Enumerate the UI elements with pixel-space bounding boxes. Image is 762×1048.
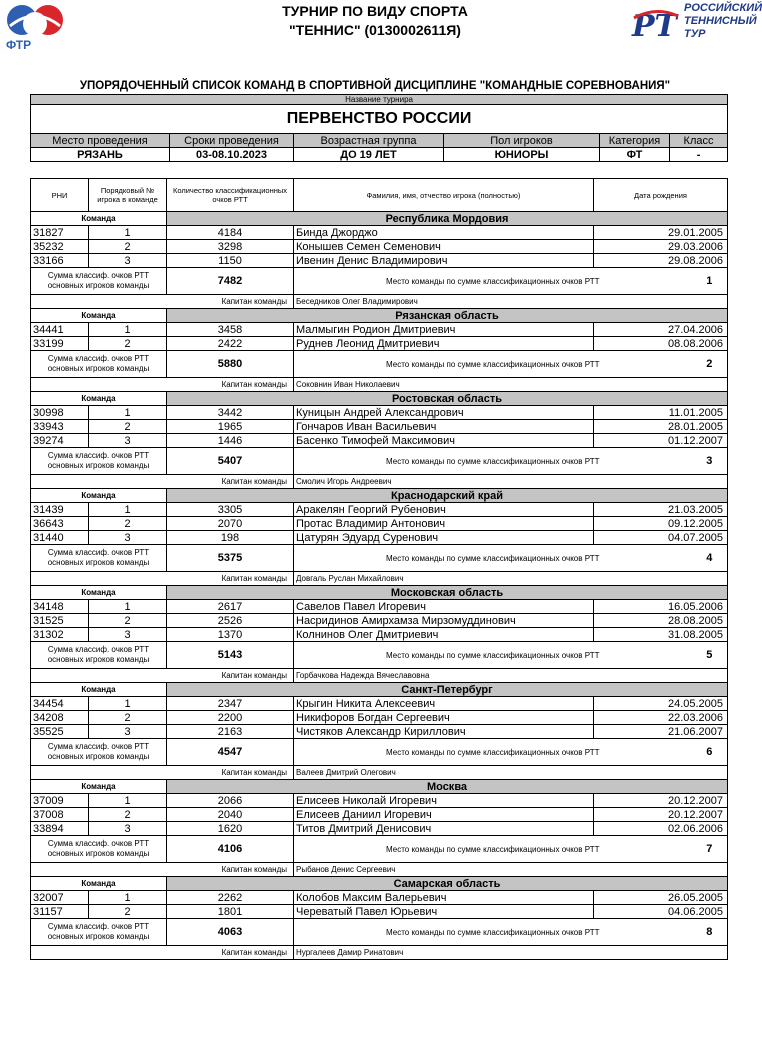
team-place: 4 — [692, 545, 728, 572]
title-line-2: "ТЕННИС" (0130002611Я) — [289, 22, 461, 38]
list-title: УПОРЯДОЧЕННЫЙ СПИСОК КОМАНД В СПОРТИВНОЙ ДИСЦИПЛИНЕ "КОМАНДНЫЕ СОРЕВНОВАНИЯ" — [79, 80, 671, 92]
player-rni: 39274 — [31, 434, 89, 448]
player-number: 2 — [89, 905, 167, 919]
player-number: 1 — [89, 600, 167, 614]
player-birth-date: 28.01.2005 — [594, 420, 728, 434]
sum-label: Сумма классиф. очков РТТ основных игроков команды — [31, 836, 167, 863]
player-name: Насридинов Амирхамза Мирзомуддинович — [294, 614, 594, 628]
player-rni: 35232 — [31, 240, 89, 254]
player-number: 1 — [89, 794, 167, 808]
team-points-sum: 7482 — [167, 268, 294, 295]
captain-name: Горбачкова Надежда Вячеславовна — [294, 669, 728, 683]
captain-label: Капитан команды — [31, 766, 294, 780]
player-points: 4184 — [167, 226, 294, 240]
category-label: Категория — [600, 134, 670, 148]
team-header-row — [31, 683, 728, 697]
team-points-sum: 5880 — [167, 351, 294, 378]
player-row — [31, 420, 728, 434]
player-name: Бинда Джорджо — [294, 226, 594, 240]
player-name: Елисеев Николай Игоревич — [294, 794, 594, 808]
player-row — [31, 628, 728, 642]
team-sum-row — [31, 919, 728, 946]
player-points: 3458 — [167, 323, 294, 337]
player-rni: 31525 — [31, 614, 89, 628]
team-points-sum: 4106 — [167, 836, 294, 863]
player-row — [31, 614, 728, 628]
team-label: Команда — [31, 683, 167, 697]
player-number: 2 — [89, 337, 167, 351]
player-birth-date: 09.12.2005 — [594, 517, 728, 531]
team-sum-row — [31, 448, 728, 475]
team-place: 1 — [692, 268, 728, 295]
col-full-name: Фамилия, имя, отчество игрока (полностью) — [294, 179, 594, 212]
player-rni: 34454 — [31, 697, 89, 711]
player-row — [31, 517, 728, 531]
player-points: 1620 — [167, 822, 294, 836]
player-number: 1 — [89, 697, 167, 711]
player-points: 2526 — [167, 614, 294, 628]
player-number: 3 — [89, 725, 167, 739]
player-row — [31, 240, 728, 254]
captain-label: Капитан команды — [31, 572, 294, 586]
sum-label: Сумма классиф. очков РТТ основных игроков команды — [31, 919, 167, 946]
player-number: 2 — [89, 711, 167, 725]
player-birth-date: 11.01.2005 — [594, 406, 728, 420]
team-points-sum: 5143 — [167, 642, 294, 669]
team-sum-row — [31, 642, 728, 669]
player-rni: 34208 — [31, 711, 89, 725]
player-number: 3 — [89, 254, 167, 268]
player-name: Аракелян Георгий Рубенович — [294, 503, 594, 517]
rtt-text-line-1: РОССИЙСКИЙ — [684, 2, 762, 14]
team-sum-row — [31, 739, 728, 766]
player-name: Малмыгин Родион Дмитриевич — [294, 323, 594, 337]
player-row — [31, 406, 728, 420]
team-header-row — [31, 489, 728, 503]
venue-label: Место проведения — [31, 134, 170, 148]
player-rni: 32007 — [31, 891, 89, 905]
place-label: Место команды по сумме классификационных очков РТТ — [294, 836, 692, 863]
team-name: Республика Мордовия — [167, 212, 728, 226]
col-birth-date: Дата рождения — [594, 179, 728, 212]
player-row — [31, 905, 728, 919]
dates-label: Сроки проведения — [170, 134, 294, 148]
team-place: 5 — [692, 642, 728, 669]
team-captain-row — [31, 863, 728, 877]
player-birth-date: 27.04.2006 — [594, 323, 728, 337]
place-label: Место команды по сумме классификационных очков РТТ — [294, 739, 692, 766]
player-number: 3 — [89, 628, 167, 642]
player-rni: 37009 — [31, 794, 89, 808]
player-rni: 33894 — [31, 822, 89, 836]
player-name: Конышев Семен Семенович — [294, 240, 594, 254]
team-name: Краснодарский край — [167, 489, 728, 503]
player-row — [31, 725, 728, 739]
teams-table — [30, 178, 728, 960]
player-birth-date: 26.05.2005 — [594, 891, 728, 905]
player-points: 2347 — [167, 697, 294, 711]
team-captain-row — [31, 766, 728, 780]
player-points: 2262 — [167, 891, 294, 905]
svg-text:РТ: РТ — [632, 9, 677, 44]
player-birth-date: 04.06.2005 — [594, 905, 728, 919]
player-points: 3298 — [167, 240, 294, 254]
player-number: 2 — [89, 420, 167, 434]
team-captain-row — [31, 572, 728, 586]
class-value: - — [670, 148, 728, 162]
captain-name: Нургалеев Дамир Ринатович — [294, 946, 728, 960]
team-label: Команда — [31, 780, 167, 794]
team-name: Рязанская область — [167, 309, 728, 323]
player-birth-date: 08.08.2006 — [594, 337, 728, 351]
sum-label: Сумма классиф. очков РТТ основных игроков команды — [31, 268, 167, 295]
player-name: Протас Владимир Антонович — [294, 517, 594, 531]
player-rni: 30998 — [31, 406, 89, 420]
team-header-row — [31, 212, 728, 226]
place-label: Место команды по сумме классификационных очков РТТ — [294, 919, 692, 946]
team-captain-row — [31, 475, 728, 489]
team-captain-row — [31, 378, 728, 392]
team-points-sum: 5375 — [167, 545, 294, 572]
player-name: Руднев Леонид Дмитриевич — [294, 337, 594, 351]
player-name: Череватый Павел Юрьевич — [294, 905, 594, 919]
player-rni: 31440 — [31, 531, 89, 545]
player-row — [31, 503, 728, 517]
player-points: 2200 — [167, 711, 294, 725]
player-number: 2 — [89, 240, 167, 254]
player-points: 2422 — [167, 337, 294, 351]
player-birth-date: 29.01.2005 — [594, 226, 728, 240]
player-name: Елисеев Даниил Игоревич — [294, 808, 594, 822]
sum-label: Сумма классиф. очков РТТ основных игроков команды — [31, 545, 167, 572]
player-points: 2040 — [167, 808, 294, 822]
player-row — [31, 808, 728, 822]
player-rni: 31827 — [31, 226, 89, 240]
captain-label: Капитан команды — [31, 475, 294, 489]
player-rni: 33199 — [31, 337, 89, 351]
team-place: 8 — [692, 919, 728, 946]
player-birth-date: 16.05.2006 — [594, 600, 728, 614]
player-birth-date: 21.03.2005 — [594, 503, 728, 517]
captain-label: Капитан команды — [31, 946, 294, 960]
player-row — [31, 794, 728, 808]
player-name: Титов Дмитрий Денисович — [294, 822, 594, 836]
player-name: Колнинов Олег Дмитриевич — [294, 628, 594, 642]
team-name: Московская область — [167, 586, 728, 600]
player-birth-date: 22.03.2006 — [594, 711, 728, 725]
team-name: Москва — [167, 780, 728, 794]
player-birth-date: 01.12.2007 — [594, 434, 728, 448]
player-points: 1370 — [167, 628, 294, 642]
player-row — [31, 531, 728, 545]
team-sum-row — [31, 268, 728, 295]
player-number: 1 — [89, 323, 167, 337]
dates-value: 03-08.10.2023 — [170, 148, 294, 162]
team-header-row — [31, 877, 728, 891]
player-rni: 34441 — [31, 323, 89, 337]
place-label: Место команды по сумме классификационных очков РТТ — [294, 268, 692, 295]
captain-name: Довгаль Руслан Михайлович — [294, 572, 728, 586]
col-points: Количество классификационных очков РТТ — [167, 179, 294, 212]
player-birth-date: 24.05.2005 — [594, 697, 728, 711]
team-place: 7 — [692, 836, 728, 863]
column-header-row — [31, 179, 728, 212]
place-label: Место команды по сумме классификационных очков РТТ — [294, 351, 692, 378]
captain-label: Капитан команды — [31, 295, 294, 309]
captain-name: Смолич Игорь Андреевич — [294, 475, 728, 489]
player-row — [31, 697, 728, 711]
captain-name: Беседников Олег Владимирович — [294, 295, 728, 309]
team-points-sum: 5407 — [167, 448, 294, 475]
player-row — [31, 323, 728, 337]
rtt-text-line-3: ТУР — [684, 28, 706, 40]
player-points: 1801 — [167, 905, 294, 919]
player-number: 1 — [89, 891, 167, 905]
player-points: 2617 — [167, 600, 294, 614]
team-label: Команда — [31, 586, 167, 600]
place-label: Место команды по сумме классификационных очков РТТ — [294, 642, 692, 669]
player-points: 2070 — [167, 517, 294, 531]
player-number: 1 — [89, 406, 167, 420]
player-rni: 35525 — [31, 725, 89, 739]
team-captain-row — [31, 946, 728, 960]
player-number: 1 — [89, 503, 167, 517]
team-name: Санкт-Петербург — [167, 683, 728, 697]
venue-value: РЯЗАНЬ — [31, 148, 170, 162]
player-rni: 36643 — [31, 517, 89, 531]
player-birth-date: 20.12.2007 — [594, 808, 728, 822]
player-birth-date: 29.08.2006 — [594, 254, 728, 268]
player-rni: 31157 — [31, 905, 89, 919]
team-label: Команда — [31, 212, 167, 226]
player-rni: 31439 — [31, 503, 89, 517]
team-label: Команда — [31, 309, 167, 323]
col-player-number: Порядковый № игрока в команде — [89, 179, 167, 212]
tournament-info-table — [30, 94, 728, 162]
rtt-logo-text — [684, 2, 762, 41]
player-name: Чистяков Александр Кириллович — [294, 725, 594, 739]
player-name: Цатурян Эдуард Суренович — [294, 531, 594, 545]
player-birth-date: 29.03.2006 — [594, 240, 728, 254]
captain-label: Капитан команды — [31, 378, 294, 392]
player-number: 3 — [89, 434, 167, 448]
team-label: Команда — [31, 489, 167, 503]
captain-name: Рыбанов Денис Сергеевич — [294, 863, 728, 877]
player-name: Никифоров Богдан Сергеевич — [294, 711, 594, 725]
player-birth-date: 28.08.2005 — [594, 614, 728, 628]
player-points: 3305 — [167, 503, 294, 517]
player-birth-date: 21.06.2007 — [594, 725, 728, 739]
player-birth-date: 20.12.2007 — [594, 794, 728, 808]
player-number: 1 — [89, 226, 167, 240]
player-name: Басенко Тимофей Максимович — [294, 434, 594, 448]
team-sum-row — [31, 351, 728, 378]
team-captain-row — [31, 295, 728, 309]
team-points-sum: 4547 — [167, 739, 294, 766]
gender-value: ЮНИОРЫ — [444, 148, 600, 162]
team-captain-row — [31, 669, 728, 683]
tournament-name: ПЕРВЕНСТВО РОССИИ — [31, 105, 728, 134]
team-sum-row — [31, 836, 728, 863]
player-name: Крыгин Никита Алексеевич — [294, 697, 594, 711]
player-row — [31, 434, 728, 448]
age-group-value: ДО 19 ЛЕТ — [294, 148, 444, 162]
ftr-logo-text: ФТР — [6, 38, 32, 52]
player-number: 2 — [89, 614, 167, 628]
place-label: Место команды по сумме классификационных очков РТТ — [294, 448, 692, 475]
player-row — [31, 600, 728, 614]
player-name: Куницын Андрей Александрович — [294, 406, 594, 420]
tournament-name-label: Название турнира — [31, 95, 728, 105]
player-points: 3442 — [167, 406, 294, 420]
player-row — [31, 254, 728, 268]
player-birth-date: 02.06.2006 — [594, 822, 728, 836]
player-rni: 33943 — [31, 420, 89, 434]
team-label: Команда — [31, 392, 167, 406]
player-number: 2 — [89, 517, 167, 531]
team-sum-row — [31, 545, 728, 572]
document-header — [0, 0, 762, 78]
team-points-sum: 4063 — [167, 919, 294, 946]
player-points: 1446 — [167, 434, 294, 448]
player-rni: 37008 — [31, 808, 89, 822]
age-group-label: Возрастная группа — [294, 134, 444, 148]
team-name: Ростовская область — [167, 392, 728, 406]
category-value: ФТ — [600, 148, 670, 162]
captain-label: Капитан команды — [31, 863, 294, 877]
team-header-row — [31, 780, 728, 794]
player-rni: 33166 — [31, 254, 89, 268]
player-number: 2 — [89, 808, 167, 822]
player-row — [31, 711, 728, 725]
class-label: Класс — [670, 134, 728, 148]
player-row — [31, 226, 728, 240]
player-rni: 34148 — [31, 600, 89, 614]
team-header-row — [31, 309, 728, 323]
player-row — [31, 891, 728, 905]
team-place: 6 — [692, 739, 728, 766]
captain-name: Соковнин Иван Николаевич — [294, 378, 728, 392]
player-rni: 31302 — [31, 628, 89, 642]
gender-label: Пол игроков — [444, 134, 600, 148]
team-header-row — [31, 392, 728, 406]
player-name: Колобов Максим Валерьевич — [294, 891, 594, 905]
col-rni: РНИ — [31, 179, 89, 212]
team-header-row — [31, 586, 728, 600]
player-birth-date: 31.08.2005 — [594, 628, 728, 642]
rtt-emblem-icon — [630, 4, 682, 44]
player-number: 3 — [89, 531, 167, 545]
player-name: Гончаров Иван Васильевич — [294, 420, 594, 434]
player-points: 1965 — [167, 420, 294, 434]
rtt-text-line-2: ТЕННИСНЫЙ — [684, 15, 757, 27]
player-birth-date: 04.07.2005 — [594, 531, 728, 545]
player-row — [31, 337, 728, 351]
rtt-logo — [630, 2, 762, 46]
sum-label: Сумма классиф. очков РТТ основных игроков команды — [31, 642, 167, 669]
sum-label: Сумма классиф. очков РТТ основных игроков команды — [31, 448, 167, 475]
place-label: Место команды по сумме классификационных очков РТТ — [294, 545, 692, 572]
player-name: Ивенин Денис Владимирович — [294, 254, 594, 268]
sum-label: Сумма классиф. очков РТТ основных игроков команды — [31, 739, 167, 766]
captain-label: Капитан команды — [31, 669, 294, 683]
team-place: 2 — [692, 351, 728, 378]
team-name: Самарская область — [167, 877, 728, 891]
player-name: Савелов Павел Игоревич — [294, 600, 594, 614]
player-points: 1150 — [167, 254, 294, 268]
title-line-1: ТУРНИР ПО ВИДУ СПОРТА — [282, 3, 468, 19]
player-number: 3 — [89, 822, 167, 836]
player-row — [31, 822, 728, 836]
player-points: 198 — [167, 531, 294, 545]
team-place: 3 — [692, 448, 728, 475]
captain-name: Валеев Дмитрий Олегович — [294, 766, 728, 780]
player-points: 2066 — [167, 794, 294, 808]
sum-label: Сумма классиф. очков РТТ основных игроков команды — [31, 351, 167, 378]
team-label: Команда — [31, 877, 167, 891]
player-points: 2163 — [167, 725, 294, 739]
